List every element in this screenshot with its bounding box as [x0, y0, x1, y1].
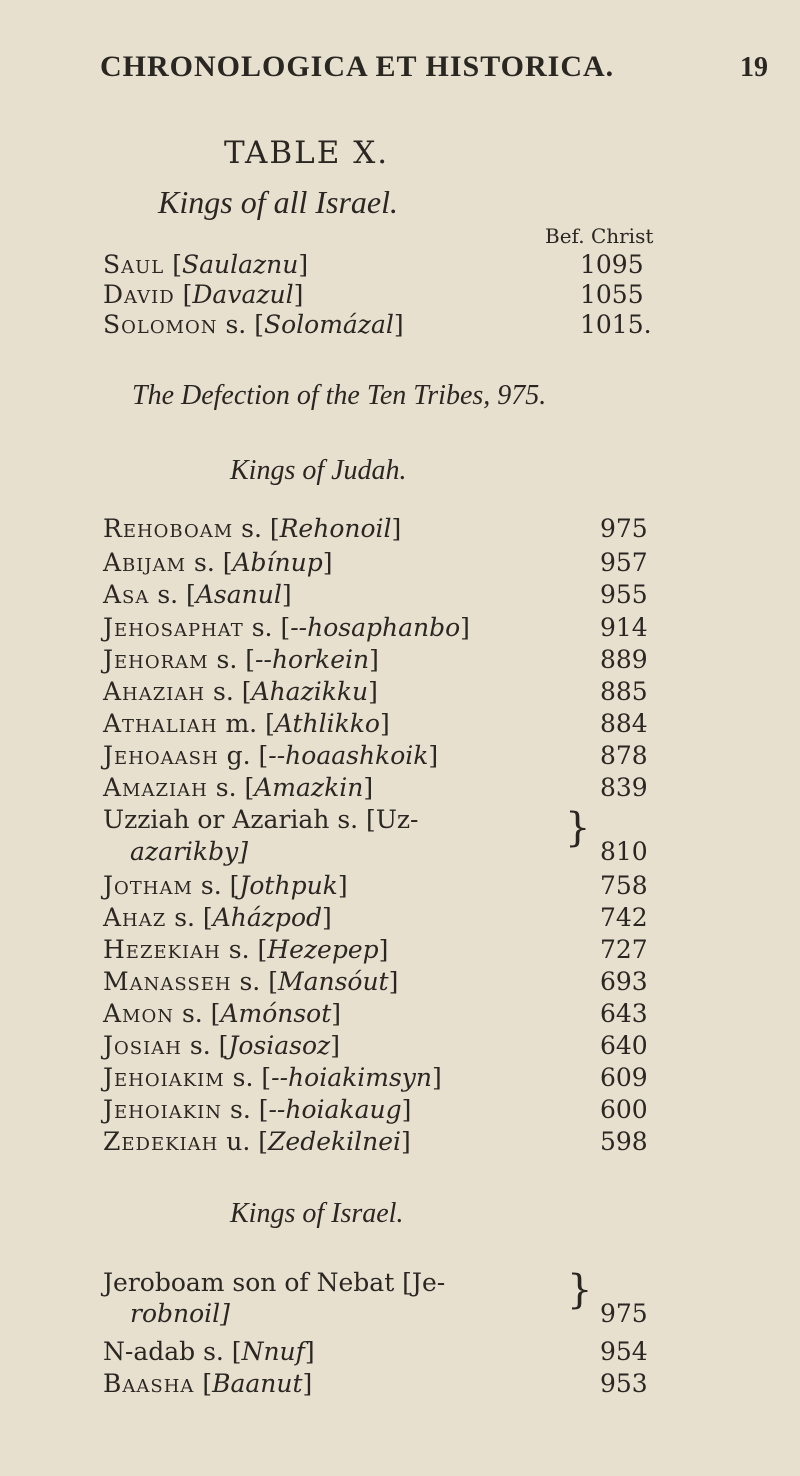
list-item: Solomon s. [Solomázal] 1015. — [103, 310, 652, 339]
year: 839 — [600, 773, 648, 802]
year: 609 — [600, 1063, 648, 1092]
year: 884 — [600, 709, 648, 738]
list-item: Manasseh s. [Mansóut] 693 — [103, 967, 648, 996]
year: 1095 — [580, 250, 644, 279]
list-item: Baasha [Baanut] 953 — [103, 1369, 648, 1398]
year: 878 — [600, 741, 648, 770]
israel-heading: Kings of Israel. — [230, 1198, 404, 1229]
year: 1055 — [580, 280, 644, 309]
list-item: Amon s. [Amónsot] 643 — [103, 999, 648, 1028]
brace-icon: } — [565, 805, 591, 851]
year: 598 — [600, 1127, 648, 1156]
list-item-jeroboam-cont: robnoil] 975 — [130, 1299, 648, 1328]
year: 758 — [600, 871, 648, 900]
list-item: Amaziah s. [Amazkin] 839 — [103, 773, 648, 802]
list-item: Ahaz s. [Aházpod] 742 — [103, 903, 648, 932]
year: 975 — [600, 1299, 648, 1328]
year: 810 — [600, 837, 648, 866]
list-item: Rehoboam s. [Rehonoil] 975 — [103, 514, 648, 543]
list-item: Saul [Saulaznu] 1095 — [103, 250, 644, 279]
year: 727 — [600, 935, 648, 964]
list-item: Asa s. [Asanul] 955 — [103, 580, 648, 609]
brace-icon: } — [567, 1267, 593, 1313]
list-item-jeroboam: Jeroboam son of Nebat [Je- — [103, 1268, 446, 1297]
table-subtitle: Kings of all Israel. — [158, 184, 399, 220]
year: 600 — [600, 1095, 648, 1124]
list-item-uzziah-cont: azarikby] 810 — [130, 837, 648, 866]
judah-heading: Kings of Judah. — [230, 455, 407, 486]
year: 954 — [600, 1337, 648, 1366]
list-item: Abijam s. [Abínup] 957 — [103, 548, 648, 577]
year: 742 — [600, 903, 648, 932]
list-item: Jehoiakim s. [--hoiakimsyn] 609 — [103, 1063, 648, 1092]
list-item: Jehoram s. [--horkein] 889 — [103, 645, 648, 674]
year: 889 — [600, 645, 648, 674]
list-item: Jehosaphat s. [--hosaphanbo] 914 — [103, 613, 648, 642]
defection-heading: The Defection of the Ten Tribes, 975. — [132, 380, 547, 411]
year: 957 — [600, 548, 648, 577]
list-item: Zedekiah u. [Zedekilnei] 598 — [103, 1127, 648, 1156]
list-item: Josiah s. [Josiasoz] 640 — [103, 1031, 648, 1060]
page-number: 19 — [740, 52, 768, 83]
year: 953 — [600, 1369, 648, 1398]
era-note: Bef. Christ — [545, 224, 654, 248]
year: 885 — [600, 677, 648, 706]
year: 693 — [600, 967, 648, 996]
list-item-uzziah: Uzziah or Azariah s. [Uz- — [103, 805, 419, 834]
table-label: TABLE X. — [224, 135, 390, 171]
year: 640 — [600, 1031, 648, 1060]
list-item: Jotham s. [Jothpuk] 758 — [103, 871, 648, 900]
list-item: Athaliah m. [Athlikko] 884 — [103, 709, 648, 738]
year: 914 — [600, 613, 648, 642]
list-item: Jehoaash g. [--hoaashkoik] 878 — [103, 741, 648, 770]
year: 975 — [600, 514, 648, 543]
list-item: Hezekiah s. [Hezepep] 727 — [103, 935, 648, 964]
year: 1015. — [580, 310, 652, 339]
list-item: N-adab s. [Nnuf] 954 — [103, 1337, 648, 1366]
year: 643 — [600, 999, 648, 1028]
running-head: CHRONOLOGICA ET HISTORICA. — [100, 50, 615, 83]
list-item: Jehoiakin s. [--hoiakaug] 600 — [103, 1095, 648, 1124]
list-item: Ahaziah s. [Ahazikku] 885 — [103, 677, 648, 706]
list-item: David [Davazul] 1055 — [103, 280, 644, 309]
year: 955 — [600, 580, 648, 609]
